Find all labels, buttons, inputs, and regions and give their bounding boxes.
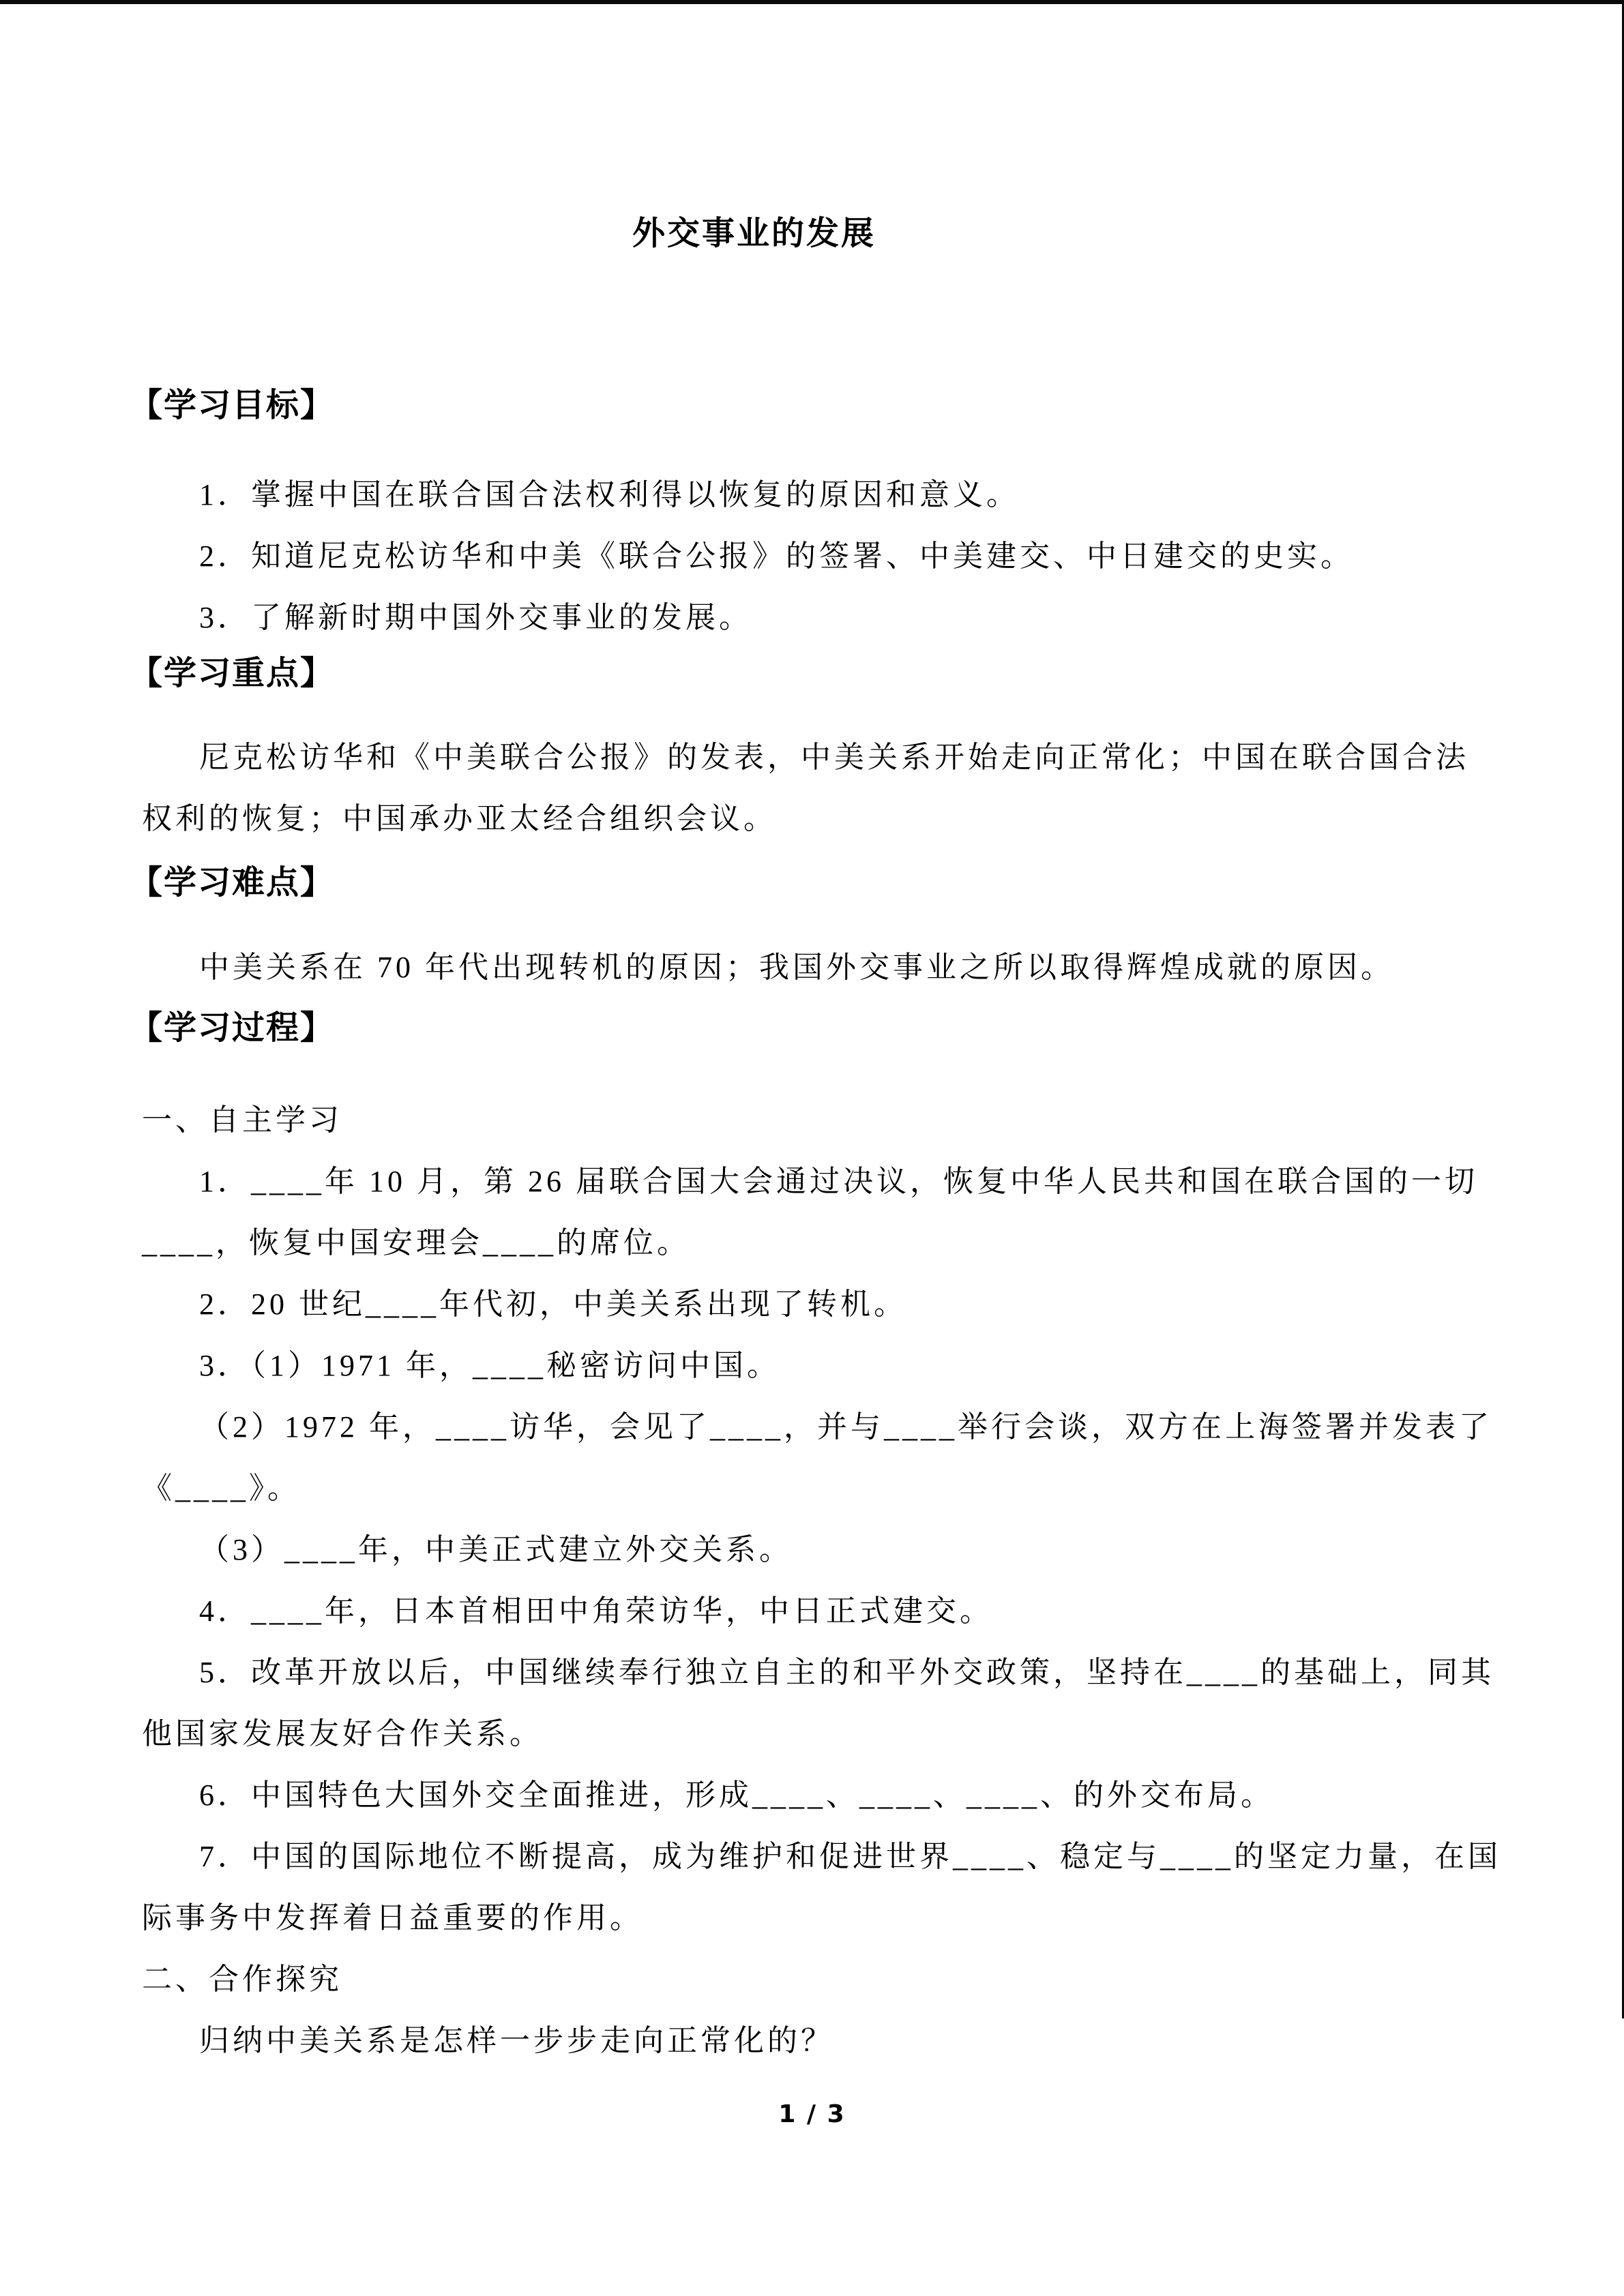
self-study-item-4: 4．____年，日本首相田中角荣访华，中日正式建交。 bbox=[199, 1594, 993, 1628]
self-study-item-5-line-2: 他国家发展友好合作关系。 bbox=[142, 1717, 543, 1750]
self-study-item-2: 2．20 世纪____年代初，中美关系出现了转机。 bbox=[199, 1287, 907, 1321]
self-study-item-7-line-2: 际事务中发挥着日益重要的作用。 bbox=[142, 1901, 643, 1935]
section-heading-difficulties: 【学习难点】 bbox=[130, 865, 335, 901]
self-study-item-1-line-1: 1．____年 10 月，第 26 届联合国大会通过决议，恢复中华人民共和国在联合国的一切 bbox=[199, 1165, 1478, 1198]
window-top-edge bbox=[0, 0, 1624, 4]
key-points-text-line-1: 尼克松访华和《中美联合公报》的发表，中美关系开始走向正常化；中国在联合国合法 bbox=[199, 741, 1469, 774]
subsection-self-study: 一、自主学习 bbox=[142, 1103, 342, 1137]
section-heading-key-points: 【学习重点】 bbox=[130, 655, 335, 691]
section-heading-process: 【学习过程】 bbox=[130, 1010, 335, 1046]
inquiry-question: 归纳中美关系是怎样一步步走向正常化的？ bbox=[199, 2024, 834, 2057]
objective-item-3: 3．了解新时期中国外交事业的发展。 bbox=[199, 601, 752, 634]
self-study-item-7-line-1: 7．中国的国际地位不断提高，成为维护和促进世界____、稳定与____的坚定力量，在国 bbox=[199, 1840, 1501, 1873]
subsection-cooperative-inquiry: 二、合作探究 bbox=[142, 1963, 342, 1996]
self-study-item-3-part-2: （2）1972 年，____访华，会见了____，并与____举行会谈，双方在上海签署并发表了 bbox=[199, 1410, 1492, 1444]
objective-item-1: 1．掌握中国在联合国合法权利得以恢复的原因和意义。 bbox=[199, 478, 1020, 511]
objective-item-2: 2．知道尼克松访华和中美《联合公报》的签署、中美建交、中日建交的史实。 bbox=[199, 539, 1354, 573]
self-study-item-5-line-1: 5．改革开放以后，中国继续奉行独立自主的和平外交政策，坚持在____的基础上，同其 bbox=[199, 1656, 1494, 1689]
self-study-item-3-part-2-end: 《____》。 bbox=[142, 1472, 301, 1505]
key-points-text-line-2: 权利的恢复；中国承办亚太经合组织会议。 bbox=[142, 802, 777, 835]
page-number: 1 / 3 bbox=[778, 2100, 846, 2128]
self-study-item-3-part-1: 3．（1）1971 年，____秘密访问中国。 bbox=[199, 1349, 780, 1382]
self-study-item-6: 6．中国特色大国外交全面推进，形成____、____、____、的外交布局。 bbox=[199, 1778, 1274, 1812]
difficulties-text: 中美关系在 70 年代出现转机的原因；我国外交事业之所以取得辉煌成就的原因。 bbox=[199, 951, 1394, 984]
self-study-item-1-line-2: ____，恢复中国安理会____的席位。 bbox=[142, 1226, 690, 1259]
page-title: 外交事业的发展 bbox=[632, 215, 876, 252]
section-heading-objectives: 【学习目标】 bbox=[130, 387, 335, 423]
self-study-item-3-part-3: （3）____年，中美正式建立外交关系。 bbox=[199, 1533, 793, 1566]
